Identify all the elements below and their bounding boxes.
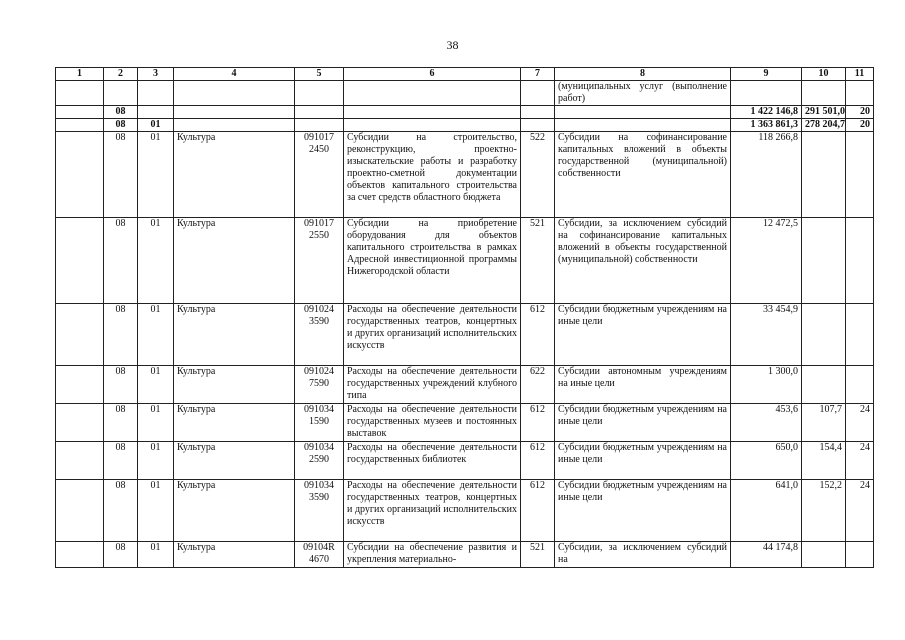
table-cell-col-6: Расходы на обеспечение деятельности государственных библиотек	[344, 442, 521, 480]
table-cell-col-4: Культура	[174, 404, 295, 442]
table-cell-col-5: 091024 7590	[295, 366, 344, 404]
table-cell-col-3: 01	[138, 218, 174, 304]
table-cell-col-11	[846, 218, 874, 304]
table-cell-col-4: Культура	[174, 218, 295, 304]
table-cell-col-9: 453,6	[731, 404, 802, 442]
table-cell-col-3: 01	[138, 132, 174, 218]
table-cell-col-7: 612	[521, 404, 555, 442]
table-cell-col-9: 650,0	[731, 442, 802, 480]
table-cell-col-1	[56, 442, 104, 480]
table-cell-col-1	[56, 304, 104, 366]
table-cell-col-5	[295, 81, 344, 106]
table-cell-col-11: 24	[846, 404, 874, 442]
table-cell-col-4: Культура	[174, 366, 295, 404]
table-cell-col-3: 01	[138, 366, 174, 404]
table-cell-col-7: 622	[521, 366, 555, 404]
table-cell-col-5	[295, 119, 344, 132]
table-cell-col-10: 154,4	[802, 442, 846, 480]
table-cell-col-10	[802, 366, 846, 404]
table-row	[56, 442, 874, 480]
table-cell-col-11	[846, 132, 874, 218]
table-cell-col-4: Культура	[174, 480, 295, 542]
table-cell-col-7: 522	[521, 132, 555, 218]
table-cell-col-8	[555, 106, 731, 119]
table-cell-col-3	[138, 106, 174, 119]
table-cell-col-6	[344, 106, 521, 119]
table-cell-col-7	[521, 119, 555, 132]
table-cell-col-10	[802, 81, 846, 106]
table-cell-col-8: Субсидии бюджетным учреждениям на иные цели	[555, 480, 731, 542]
table-cell-col-8: Субсидии бюджетным учреждениям на иные цели	[555, 404, 731, 442]
table-cell-col-10: 152,2	[802, 480, 846, 542]
table-cell-col-2: 08	[104, 132, 138, 218]
table-cell-col-5: 091017 2450	[295, 132, 344, 218]
table-cell-col-8: Субсидии, за исключением субсидий на	[555, 542, 731, 568]
table-cell-col-10: 107,7	[802, 404, 846, 442]
table-cell-col-10	[802, 304, 846, 366]
table-row	[56, 542, 874, 568]
table-cell-col-2: 08	[104, 119, 138, 132]
column-header: 4	[174, 68, 295, 81]
table-cell-col-1	[56, 542, 104, 568]
table-cell-col-5	[295, 106, 344, 119]
table-row	[56, 218, 874, 304]
table-cell-col-11	[846, 366, 874, 404]
column-number-row	[56, 68, 874, 81]
table-cell-col-2: 08	[104, 442, 138, 480]
table-cell-col-2: 08	[104, 404, 138, 442]
column-header: 2	[104, 68, 138, 81]
column-header: 6	[344, 68, 521, 81]
table-cell-col-1	[56, 404, 104, 442]
table-cell-col-9: 1 422 146,8	[731, 106, 802, 119]
table-cell-col-9	[731, 81, 802, 106]
table-cell-col-1	[56, 366, 104, 404]
table-cell-col-6: Расходы на обеспечение деятельности государственных театров, концертных и других организаций исполнительских искусств	[344, 480, 521, 542]
table-cell-col-4: Культура	[174, 542, 295, 568]
table-row	[56, 132, 874, 218]
table-cell-col-6: Расходы на обеспечение деятельности государственных учреждений клубного типа	[344, 366, 521, 404]
table-cell-col-9: 118 266,8	[731, 132, 802, 218]
table-cell-col-6	[344, 119, 521, 132]
column-header: 8	[555, 68, 731, 81]
table-cell-col-1	[56, 119, 104, 132]
column-header: 9	[731, 68, 802, 81]
table-row	[56, 106, 874, 119]
table-cell-col-7: 612	[521, 304, 555, 366]
table-row	[56, 119, 874, 132]
column-header: 10	[802, 68, 846, 81]
table-cell-col-3: 01	[138, 480, 174, 542]
table-cell-col-1	[56, 218, 104, 304]
column-header: 1	[56, 68, 104, 81]
table-cell-col-11: 20	[846, 119, 874, 132]
table-cell-col-6: Субсидии на обеспечение развития и укрепления материально-	[344, 542, 521, 568]
table-cell-col-4	[174, 119, 295, 132]
table-cell-col-1	[56, 106, 104, 119]
table-cell-col-2: 08	[104, 304, 138, 366]
table-cell-col-7: 521	[521, 218, 555, 304]
table-cell-col-2: 08	[104, 542, 138, 568]
table-cell-col-7	[521, 81, 555, 106]
column-header: 11	[846, 68, 874, 81]
table-cell-col-5: 091017 2550	[295, 218, 344, 304]
table-cell-col-10	[802, 132, 846, 218]
table-cell-col-6: Расходы на обеспечение деятельности государственных театров, концертных и других организаций исполнительских искусств	[344, 304, 521, 366]
table-cell-col-8: (муниципальных услуг (выполнение работ)	[555, 81, 731, 106]
table-cell-col-1	[56, 132, 104, 218]
table-cell-col-6: Субсидии на строительство, реконструкцию, проектно-изыскательские работы и разработку проектно-сметной документации объектов капитального строительства за счет средств областного бюджета	[344, 132, 521, 218]
table-cell-col-8: Субсидии бюджетным учреждениям на иные цели	[555, 442, 731, 480]
table-cell-col-3: 01	[138, 119, 174, 132]
table-cell-col-5: 091034 2590	[295, 442, 344, 480]
table-cell-col-11: 24	[846, 480, 874, 542]
table-cell-col-9: 33 454,9	[731, 304, 802, 366]
table-cell-col-11	[846, 304, 874, 366]
table-cell-col-9: 641,0	[731, 480, 802, 542]
column-header: 3	[138, 68, 174, 81]
table-cell-col-10	[802, 218, 846, 304]
table-cell-col-4	[174, 81, 295, 106]
table-cell-col-4: Культура	[174, 304, 295, 366]
table-cell-col-6: Субсидии на приобретение оборудования для объектов капитального строительства в рамках Адресной инвестиционной программы Нижегородской области	[344, 218, 521, 304]
table-cell-col-7	[521, 106, 555, 119]
budget-table-body	[56, 81, 874, 568]
table-cell-col-10	[802, 542, 846, 568]
table-cell-col-3	[138, 81, 174, 106]
table-cell-col-8: Субсидии бюджетным учреждениям на иные цели	[555, 304, 731, 366]
table-row	[56, 366, 874, 404]
table-cell-col-11: 20	[846, 106, 874, 119]
column-header: 7	[521, 68, 555, 81]
table-cell-col-7: 521	[521, 542, 555, 568]
table-cell-col-10: 291 501,0	[802, 106, 846, 119]
table-cell-col-11	[846, 542, 874, 568]
table-row	[56, 404, 874, 442]
table-cell-col-6	[344, 81, 521, 106]
table-cell-col-11	[846, 81, 874, 106]
table-cell-col-8	[555, 119, 731, 132]
table-cell-col-5: 091034 1590	[295, 404, 344, 442]
table-cell-col-7: 612	[521, 480, 555, 542]
table-row	[56, 81, 874, 106]
table-cell-col-6: Расходы на обеспечение деятельности государственных музеев и постоянных выставок	[344, 404, 521, 442]
budget-table	[55, 67, 874, 568]
table-cell-col-3: 01	[138, 404, 174, 442]
column-header: 5	[295, 68, 344, 81]
table-cell-col-1	[56, 480, 104, 542]
table-cell-col-2: 08	[104, 106, 138, 119]
table-cell-col-9: 44 174,8	[731, 542, 802, 568]
table-cell-col-11: 24	[846, 442, 874, 480]
table-cell-col-4: Культура	[174, 132, 295, 218]
table-cell-col-9: 1 363 861,3	[731, 119, 802, 132]
table-cell-col-5: 091034 3590	[295, 480, 344, 542]
table-cell-col-8: Субсидии автономным учреждениям на иные цели	[555, 366, 731, 404]
table-cell-col-2	[104, 81, 138, 106]
table-cell-col-3: 01	[138, 442, 174, 480]
table-cell-col-7: 612	[521, 442, 555, 480]
table-row	[56, 480, 874, 542]
table-cell-col-4: Культура	[174, 442, 295, 480]
table-cell-col-2: 08	[104, 218, 138, 304]
table-cell-col-10: 278 204,7	[802, 119, 846, 132]
table-cell-col-2: 08	[104, 366, 138, 404]
table-row	[56, 304, 874, 366]
table-cell-col-5: 09104R 4670	[295, 542, 344, 568]
table-cell-col-3: 01	[138, 304, 174, 366]
table-cell-col-9: 12 472,5	[731, 218, 802, 304]
table-cell-col-5: 091024 3590	[295, 304, 344, 366]
table-cell-col-8: Субсидии на софинансирование капитальных вложений в объекты государственной (муниципальной) собственности	[555, 132, 731, 218]
table-cell-col-3: 01	[138, 542, 174, 568]
page-number: 38	[446, 38, 459, 52]
table-cell-col-8: Субсидии, за исключением субсидий на софинансирование капитальных вложений в объекты государственной (муниципальной) собственности	[555, 218, 731, 304]
table-cell-col-1	[56, 81, 104, 106]
table-cell-col-4	[174, 106, 295, 119]
table-cell-col-2: 08	[104, 480, 138, 542]
table-cell-col-9: 1 300,0	[731, 366, 802, 404]
